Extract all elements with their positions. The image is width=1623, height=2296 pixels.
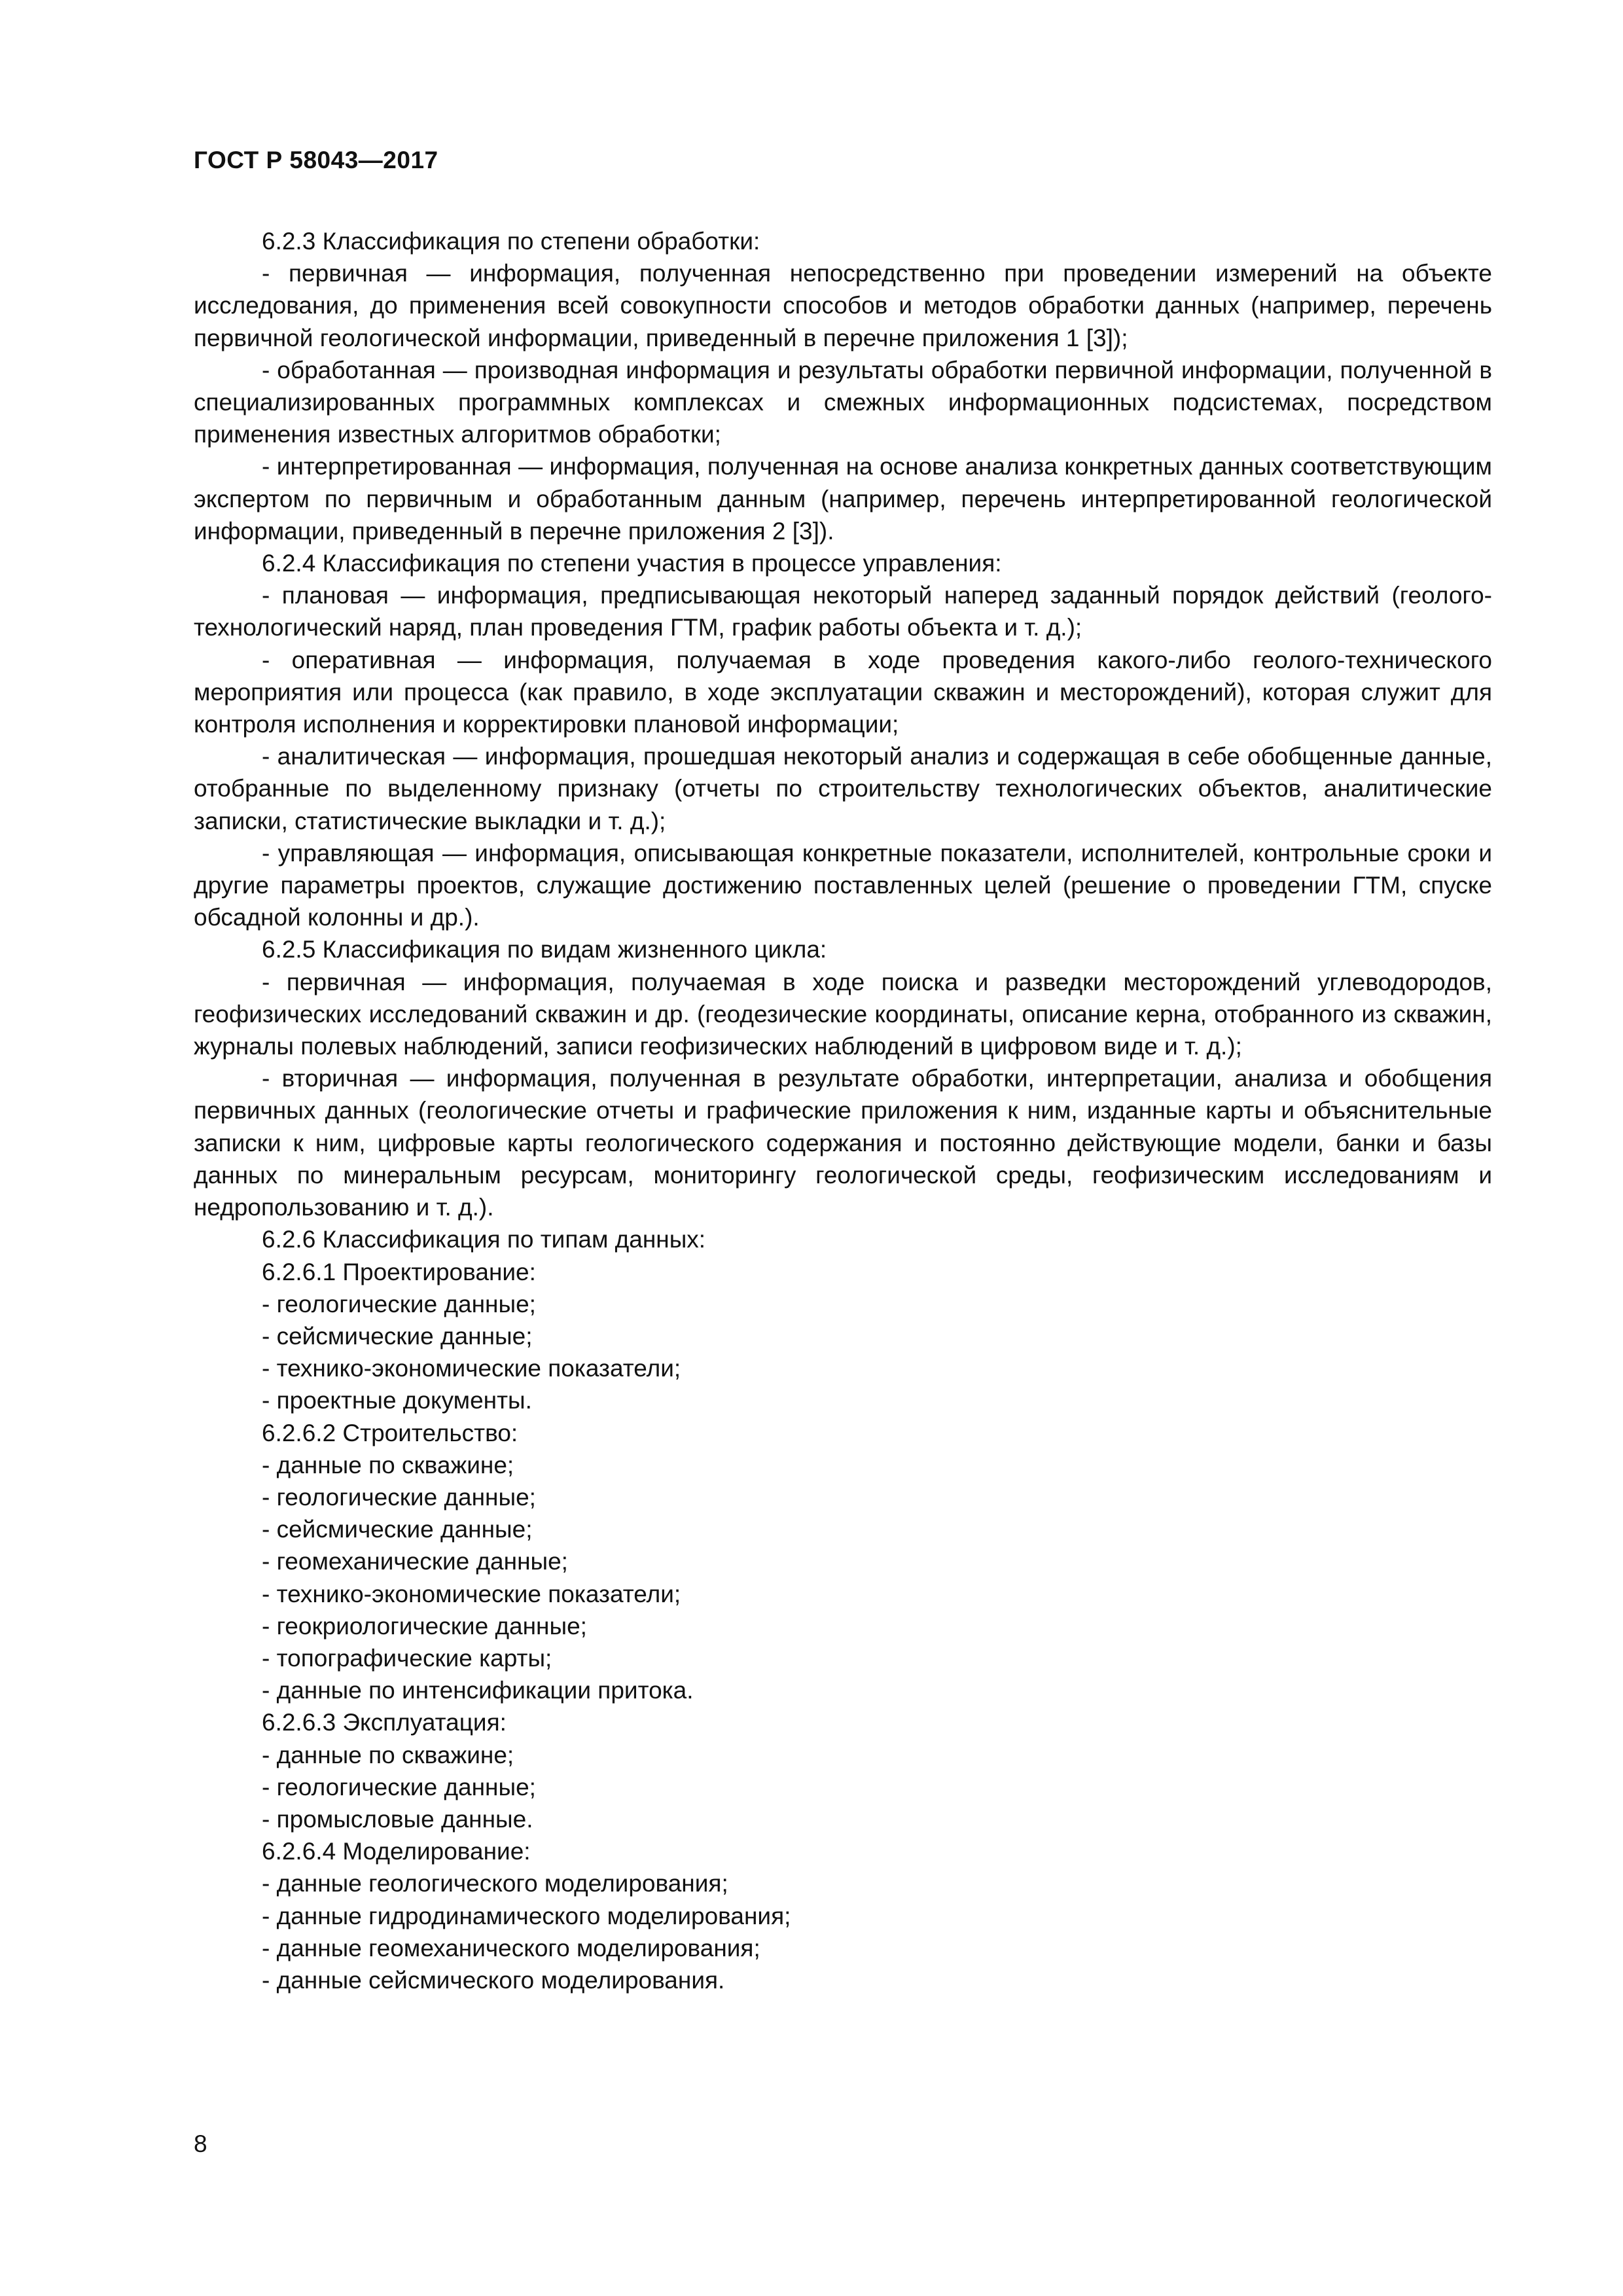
section-6-2-6-title: 6.2.6 Классификация по типам данных: <box>262 1226 706 1253</box>
list-item: - данные по скважине; <box>262 1451 514 1479</box>
section-6-2-4-title: 6.2.4 Классификация по степени участия в процессе управления: <box>262 550 1002 577</box>
list-item: - сейсмические данные; <box>262 1516 533 1543</box>
paragraph-interpreted-info: - интерпретированная — информация, полученная на основе анализа конкретных данных соответствующим экспертом по первичным и обработанным данным (например, перечень интерпретированной геологической информации, приведенный в перечне приложения 2 [3]). <box>194 453 1492 545</box>
list-item: - геомеханические данные; <box>262 1548 568 1575</box>
list-item: - данные по скважине; <box>262 1741 514 1768</box>
list-item: - сейсмические данные; <box>262 1322 533 1350</box>
section-6-2-6-2-title: 6.2.6.2 Строительство: <box>262 1419 518 1446</box>
list-item: - геологические данные; <box>262 1483 536 1511</box>
paragraph-lifecycle-primary: - первичная — информация, получаемая в ходе поиска и разведки месторождений углеводородов, геофизических исследований скважин и др. (геодезические координаты, описание керна, отобранного из скважин, журналы полевых наблюдений, записи геофизических наблюдений в цифровом виде и т. д.); <box>194 968 1492 1060</box>
list-item: - данные по интенсификации притока. <box>262 1677 694 1704</box>
list-item: - данные геологического моделирования; <box>262 1870 728 1897</box>
section-6-2-5-title: 6.2.5 Классификация по видам жизненного цикла: <box>262 936 827 963</box>
list-item: - данные сейсмического моделирования. <box>262 1966 725 1994</box>
list-item: - технико-экономические показатели; <box>262 1355 681 1382</box>
list-item: - технико-экономические показатели; <box>262 1580 681 1607</box>
paragraph-planned-info: - плановая — информация, предписывающая некоторый наперед заданный порядок действий (геолого-технологический наряд, план проведения ГТМ, график работы объекта и т. д.); <box>194 582 1492 641</box>
list-item: - геологические данные; <box>262 1773 536 1801</box>
list-item: - промысловые данные. <box>262 1805 533 1833</box>
list-item: - топографические карты; <box>262 1644 552 1672</box>
paragraph-managing-info: - управляющая — информация, описывающая конкретные показатели, исполнителей, контрольные сроки и другие параметры проектов, служащие достижению поставленных целей (решение о проведении ГТМ, спуске обсадной колонны и др.). <box>194 839 1492 931</box>
section-6-2-3-title: 6.2.3 Классификация по степени обработки: <box>262 228 760 255</box>
list-item: - данные геомеханического моделирования; <box>262 1934 760 1962</box>
list-item: - данные гидродинамического моделирования; <box>262 1902 791 1929</box>
section-6-2-6-3-title: 6.2.6.3 Эксплуатация: <box>262 1709 507 1736</box>
paragraph-lifecycle-secondary: - вторичная — информация, полученная в результате обработки, интерпретации, анализа и обобщения первичных данных (геологические отчеты и графические приложения к ним, изданные карты и объяснительные записки к ним, цифровые карты геологического содержания и постоянно действующие модели, банки и базы данных по минеральным ресурсам, мониторингу геологической среды, геофизическим исследованиям и недропользованию и т. д.). <box>194 1065 1492 1221</box>
paragraph-analytical-info: - аналитическая — информация, прошедшая некоторый анализ и содержащая в себе обобщенные данные, отобранные по выделенному признаку (отчеты по строительству технологических объектов, аналитические записки, статистические выкладки и т. д.); <box>194 743 1492 834</box>
paragraph-primary-info: - первичная — информация, полученная непосредственно при проведении измерений на объекте исследования, до применения всей совокупности способов и методов обработки данных (например, перечень первичной геологической информации, приведенный в перечне приложения 1 [3]); <box>194 260 1492 351</box>
document-header: ГОСТ Р 58043—2017 <box>194 147 438 173</box>
paragraph-processed-info: - обработанная — производная информация и результаты обработки первичной информации, полученной в специализированных программных комплексах и смежных информационных подсистемах, посредством применения известных алгоритмов обработки; <box>194 356 1492 448</box>
paragraph-operational-info: - оперативная — информация, получаемая в ходе проведения какого-либо геолого-технического мероприятия или процесса (как правило, в ходе эксплуатации скважин и месторождений), которая служит для контроля исполнения и корректировки плановой информации; <box>194 646 1492 738</box>
list-item: - геокриологические данные; <box>262 1612 587 1640</box>
document-body <box>194 225 1492 1996</box>
page-number: 8 <box>194 2130 207 2157</box>
section-6-2-6-4-title: 6.2.6.4 Моделирование: <box>262 1838 531 1865</box>
list-item: - проектные документы. <box>262 1387 532 1414</box>
list-item: - геологические данные; <box>262 1290 536 1318</box>
section-6-2-6-1-title: 6.2.6.1 Проектирование: <box>262 1258 536 1285</box>
